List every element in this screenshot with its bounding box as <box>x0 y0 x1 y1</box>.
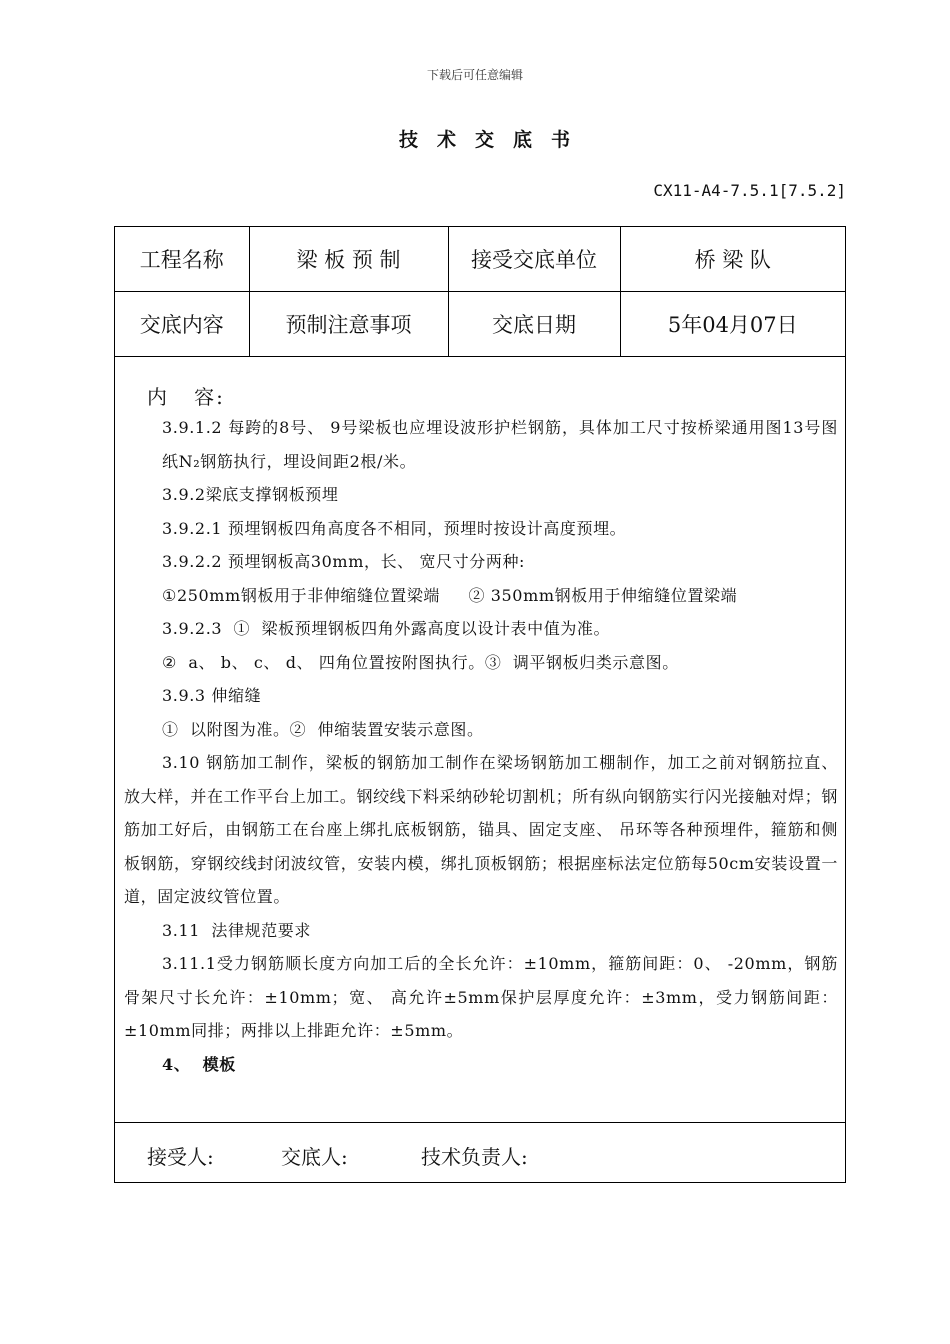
paragraph: ① 以附图为准。② 伸缩装置安装示意图。 <box>162 719 484 739</box>
receiver-signature-label: 接受人: <box>147 1145 214 1169</box>
content-body <box>124 411 838 1081</box>
tech-lead-signature-label: 技术负责人: <box>421 1145 528 1169</box>
disclosure-form <box>114 226 846 1183</box>
paragraph: 3.11 法律规范要求 <box>162 920 311 940</box>
disclosure-content-label: 交底内容 <box>115 292 249 357</box>
section-heading: 4、 模板 <box>162 1054 236 1074</box>
signature-row <box>115 1125 845 1183</box>
paragraph: 3.9.2.2 预埋钢板高30mm，长、 宽尺寸分两种: <box>162 552 526 571</box>
paragraph: ①250mm钢板用于非伸缩缝位置梁端 ② 350mm钢板用于伸缩缝位置梁端 <box>162 585 738 605</box>
project-name-value: 梁 板 预 制 <box>249 227 448 292</box>
content-section <box>115 357 845 1123</box>
receiving-unit-value: 桥 梁 队 <box>620 227 845 292</box>
paragraph: 3.9.2.3 ① 梁板预埋钢板四角外露高度以设计表中值为准。 <box>162 619 611 638</box>
content-heading: 内 容: <box>147 385 225 409</box>
paragraph: 3.9.1.2 每跨的8号、 9号梁板也应埋设波形护栏钢筋，具体加工尺寸按桥梁通用图13号图纸N₂钢筋执行，埋设间距2根/米。 <box>162 418 838 471</box>
info-row-project <box>115 227 845 292</box>
paragraph: ② a、 b、 c、 d、 四角位置按附图执行。③ 调平钢板归类示意图。 <box>162 652 679 672</box>
header-note: 下载后可任意编辑 <box>426 68 523 82</box>
disclosure-date-label: 交底日期 <box>448 292 620 357</box>
info-row-content <box>115 292 845 357</box>
receiving-unit-label: 接受交底单位 <box>448 227 620 292</box>
document-code: CX11-A4-7.5.1[7.5.2] <box>653 181 846 200</box>
paragraph: 3.9.3 伸缩缝 <box>162 686 262 705</box>
paragraph: 3.10 钢筋加工制作，梁板的钢筋加工制作在梁场钢筋加工棚制作，加工之前对钢筋拉直、 放大样，并在工作平台上加工。钢绞线下料采纳砂轮切割机；所有纵向钢筋实行闪光接触对焊；钢筋加工好后，由钢筋工在台座上绑扎底板钢筋，锚具、固定支座、 吊环等各种预埋件，箍筋和侧板钢筋，穿钢绞线封闭波纹管，安装内模，绑扎顶板钢筋；根据座标法定位筋每50cm安装设置一道，固定波纹管位置。 <box>124 753 838 906</box>
disclosure-date-value: 5年04月07日 <box>620 292 845 357</box>
paragraph: 3.9.2梁底支撑钢板预埋 <box>162 485 339 504</box>
info-table <box>115 227 845 357</box>
project-name-label: 工程名称 <box>115 227 249 292</box>
paragraph: 3.9.2.1 预埋钢板四角高度各不相同，预埋时按设计高度预埋。 <box>162 518 627 538</box>
document-title: 技术交底书 <box>398 129 589 151</box>
presenter-signature-label: 交底人: <box>281 1145 348 1169</box>
paragraph: 3.11.1受力钢筋顺长度方向加工后的全长允许：±10mm，箍筋间距：0、 -20mm，钢筋骨架尺寸长允许：±10mm；宽、 高允许±5mm保护层厚度允许：±3mm，受力钢筋间距：±10mm同排；两排以上排距允许：±5mm。 <box>124 954 838 1040</box>
disclosure-content-value: 预制注意事项 <box>249 292 448 357</box>
